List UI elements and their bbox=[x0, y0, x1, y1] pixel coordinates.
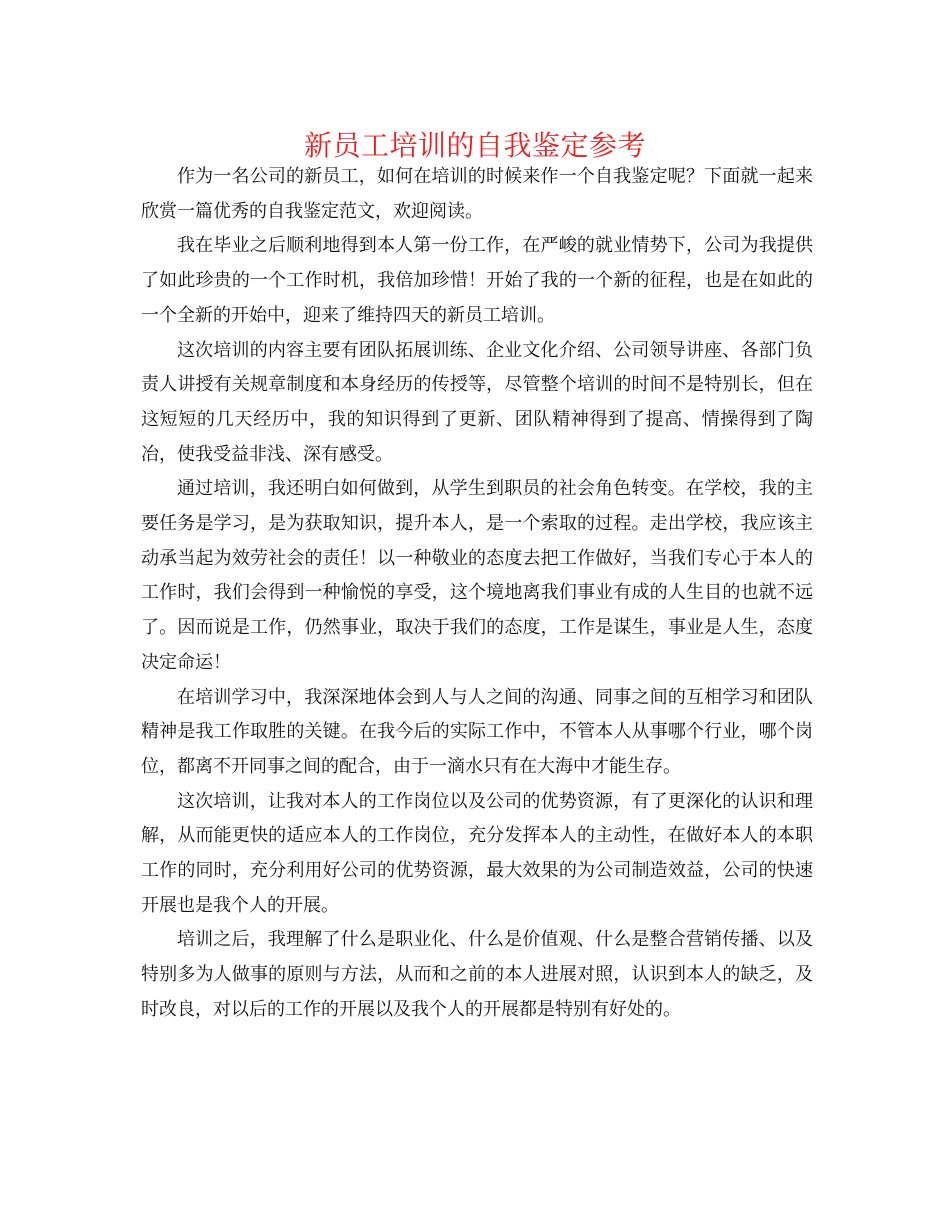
paragraph-first-job: 我在毕业之后顺利地得到本人第一份工作，在严峻的就业情势下，公司为我提供了如此珍贵的一个工作时机，我倍加珍惜！开始了我的一个新的征程，也是在如此的一个全新的开始中，迎来了维持四天的新员工培训。 bbox=[141, 235, 813, 326]
paragraph-conclusion: 培训之后，我理解了什么是职业化、什么是价值观、什么是整合营销传播、以及特别多为人做事的原则与方法，从而和之前的本人进展对照，认识到本人的缺乏，及时改良，对以后的工作的开展以及我个人的开展都是特别有好处的。 bbox=[141, 929, 813, 1020]
paragraph-understanding: 这次培训，让我对本人的工作岗位以及公司的优势资源，有了更深化的认识和理解，从而能更快的适应本人的工作岗位，充分发挥本人的主动性，在做好本人的本职工作的同时，充分利用好公司的优势资源，最大效果的为公司制造效益，公司的快速开展也是我个人的开展。 bbox=[141, 790, 813, 916]
paragraph-intro: 作为一名公司的新员工，如何在培训的时候来作一个自我鉴定呢？下面就一起来欣赏一篇优秀的自我鉴定范文，欢迎阅读。 bbox=[141, 166, 813, 222]
paragraph-role-change: 通过培训，我还明白如何做到，从学生到职员的社会角色转变。在学校，我的主要任务是学习，是为获取知识，提升本人，是一个索取的过程。走出学校，我应该主动承当起为效劳社会的责任！以一种敬业的态度去把工作做好，当我们专心于本人的工作时，我们会得到一种愉悦的享受，这个境地离我们事业有成的人生目的也就不远了。因而说是工作，仍然事业，取决于我们的态度，工作是谋生，事业是人生，态度决定命运！ bbox=[141, 478, 813, 673]
document-body bbox=[141, 160, 813, 1028]
paragraph-training-content: 这次培训的内容主要有团队拓展训练、企业文化介绍、公司领导讲座、各部门负责人讲授有关规章制度和本身经历的传授等，尽管整个培训的时间不是特别长，但在这短短的几天经历中，我的知识得到了更新、团队精神得到了提高、情操得到了陶冶，使我受益非浅、深有感受。 bbox=[141, 339, 813, 465]
paragraph-teamwork: 在培训学习中，我深深地体会到人与人之间的沟通、同事之间的互相学习和团队精神是我工作取胜的关键。在我今后的实际工作中，不管本人从事哪个行业，哪个岗位，都离不开同事之间的配合，由于一滴水只有在大海中才能生存。 bbox=[141, 686, 813, 777]
document-title: 新员工培训的自我鉴定参考 bbox=[303, 129, 646, 162]
